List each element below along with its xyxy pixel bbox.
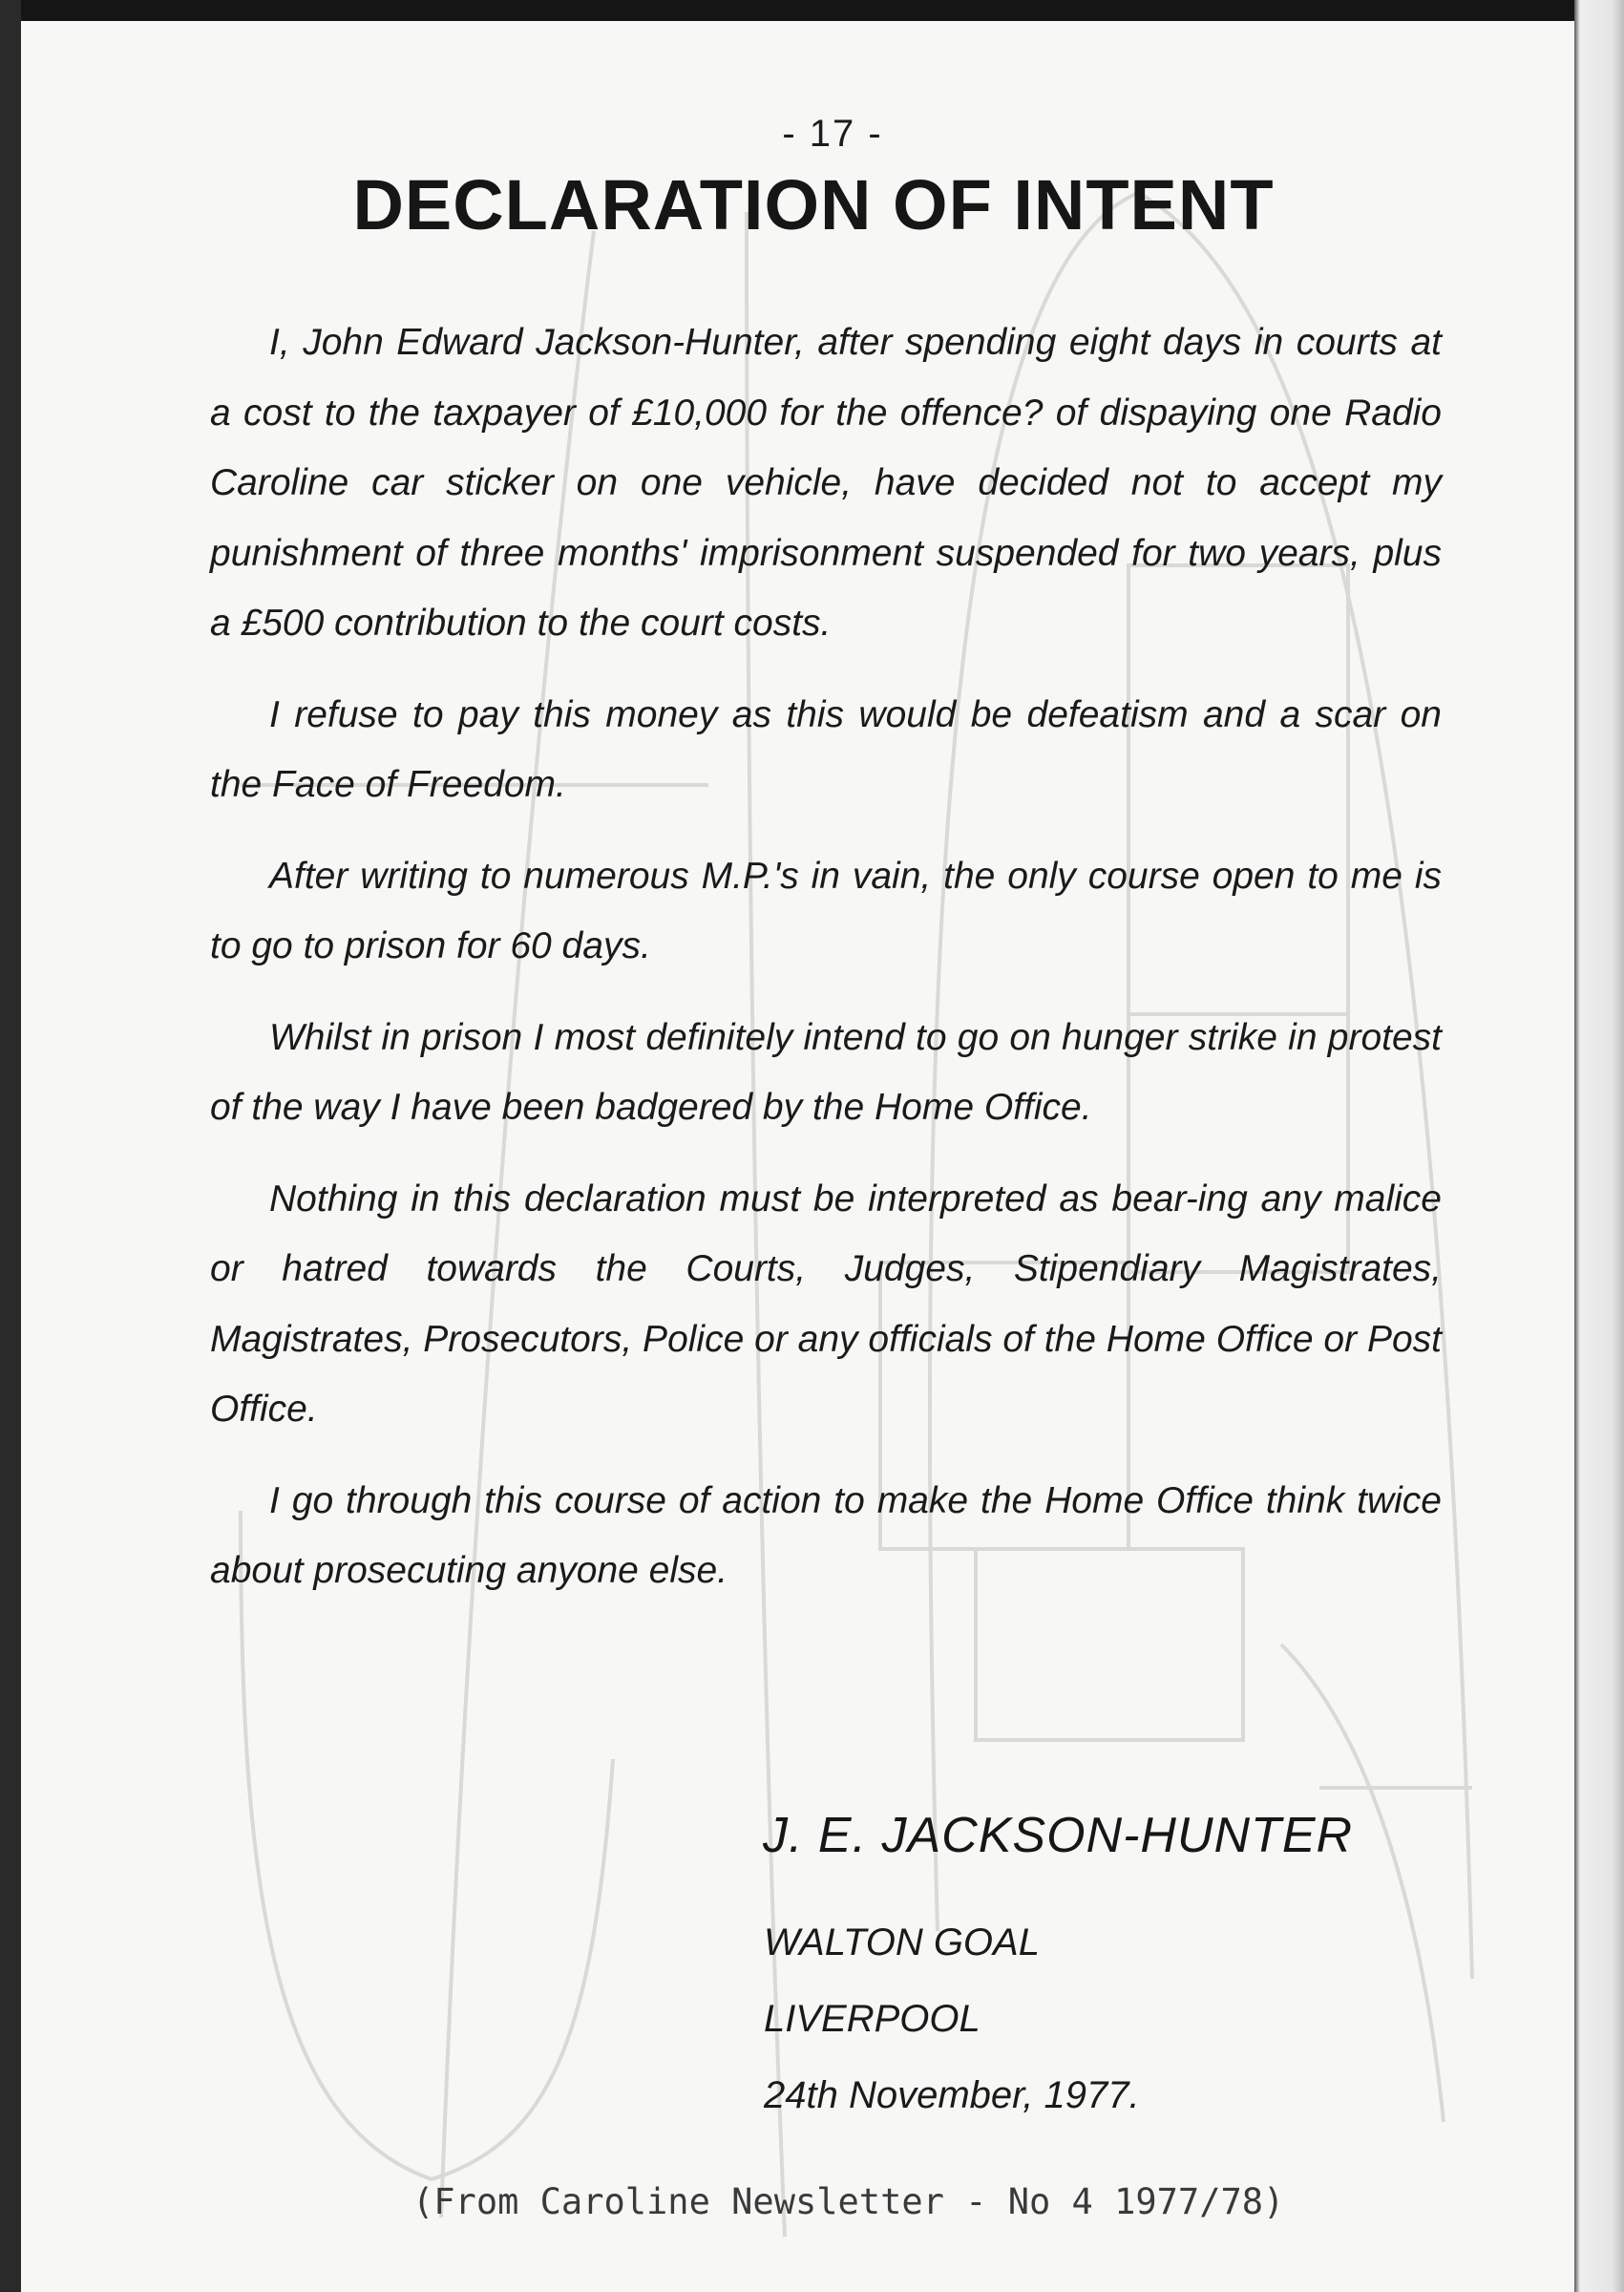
page-title: DECLARATION OF INTENT (352, 165, 1275, 244)
date-line: 24th November, 1977. (764, 2074, 1140, 2116)
paragraph: I, John Edward Jackson-Hunter, after spending eight days in courts at a cost to the taxpayer of £10,000 for the offence? of dispaying one Radio Caroline car sticker on one vehicle, have decided not to accept my punishment of three months' imprisonment suspended for two years, plus a £500 contribution to the court costs. (210, 322, 1442, 644)
scan-border-right (1574, 0, 1624, 2292)
paragraph: I refuse to pay this money as this would be defeatism and a scar on the Face of Freedom. (210, 693, 1442, 805)
scan-border-left (0, 0, 21, 2292)
declaration-body (210, 308, 1442, 1627)
signatory-name: J. E. JACKSON-HUNTER (763, 1808, 1354, 1863)
city-line: LIVERPOOL (764, 1998, 981, 2040)
page-number: - 17 - (782, 113, 883, 155)
paragraph: I go through this course of action to make the Home Office think twice about prosecuting anyone else. (210, 1479, 1442, 1591)
paragraph: Nothing in this declaration must be interpreted as bear-ing any malice or hatred towards the Courts, Judges, Stipendiary Magistrates, Magistrates, Prosecutors, Police or any officials of the Home Office or Post Office. (210, 1178, 1442, 1430)
source-note: (From Caroline Newsletter - No 4 1977/78) (412, 2181, 1285, 2222)
scan-border-top (0, 0, 1624, 21)
paragraph: Whilst in prison I most definitely intend to go on hunger strike in protest of the way I have been badgered by the Home Office. (210, 1016, 1442, 1128)
paragraph: After writing to numerous M.P.'s in vain, the only course open to me is to go to prison for 60 days. (210, 855, 1442, 966)
location-line: WALTON GOAL (764, 1921, 1040, 1963)
document-page (21, 21, 1574, 2292)
